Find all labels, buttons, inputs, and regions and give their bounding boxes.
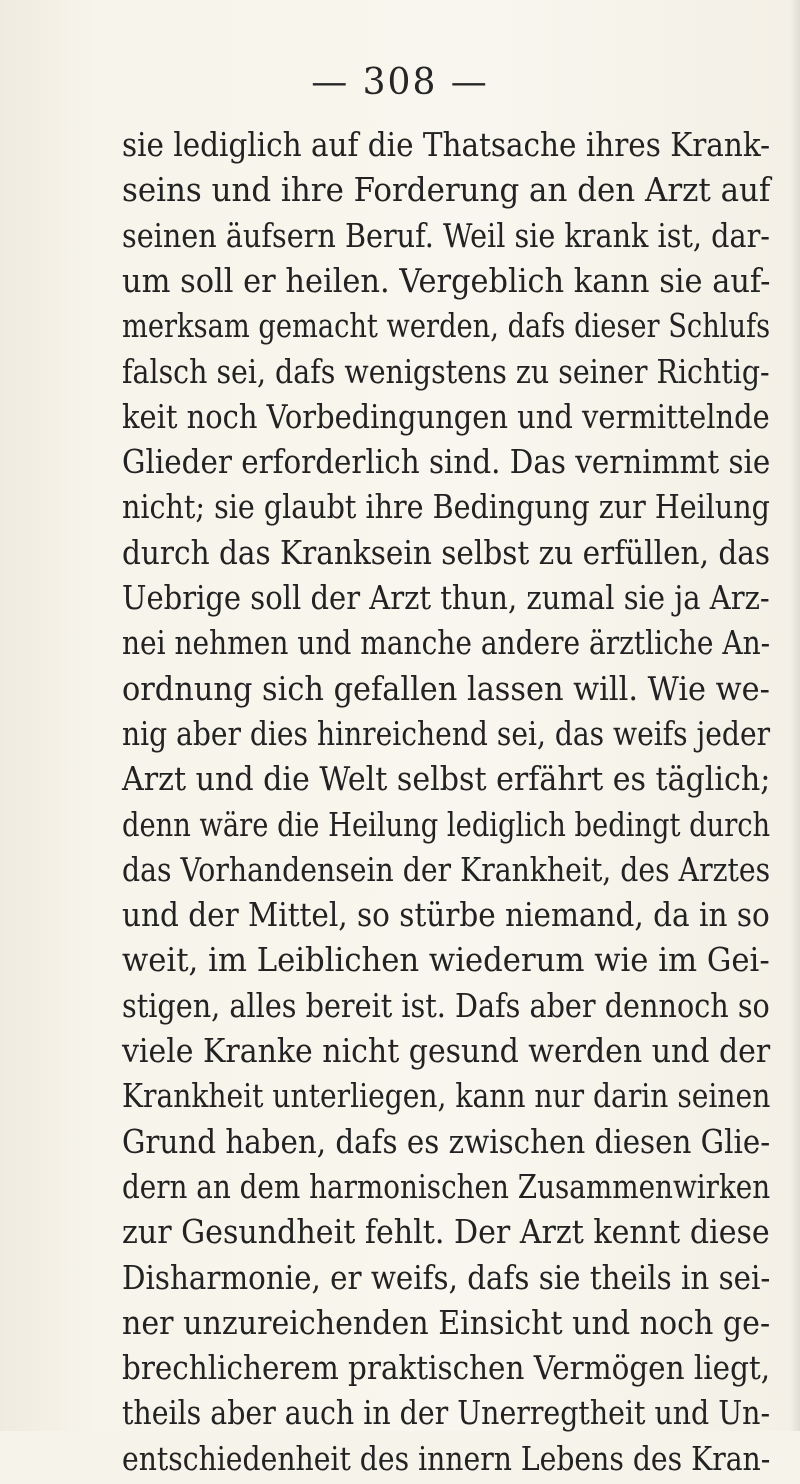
text-line: falsch sei, dafs wenigstens zu seiner Richtig- [122,351,770,391]
text-line: Arzt und die Welt selbst erfährt es täglich; [122,759,771,799]
text-line: merksam gemacht werden, dafs dieser Schlufs [122,306,771,346]
text-line: zur Gesundheit fehlt. Der Arzt kennt diese [122,1212,770,1252]
text-line: nicht; sie glaubt ihre Bedingung zur Heilung [122,487,770,527]
text-line: stigen, alles bereit ist. Dafs aber dennoch so [122,985,770,1025]
text-line: ordnung sich gefallen lassen will. Wie we- [122,668,770,708]
text-line: sie lediglich auf die Thatsache ihres Krank- [122,125,771,164]
text-line: ner unzureichenden Einsicht und noch ge- [122,1302,771,1342]
text-line: entschiedenheit des innern Lebens des Kran- [122,1438,771,1478]
text-line: Disharmonie, er weifs, dafs sie theils in sei- [122,1257,771,1297]
text-line: brechlicherem praktischen Vermögen liegt, [122,1348,771,1388]
text-line: Krankheit unterliegen, kann nur darin seinen [122,1076,771,1116]
text-line: und der Mittel, so stürbe niemand, da in so [122,895,770,935]
text-line: um soll er heilen. Vergeblich kann sie auf- [122,260,771,300]
text-line: Grund haben, dafs es zwischen diesen Glie- [122,1121,771,1161]
text-line: dern an dem harmonischen Zusammenwirken [122,1166,771,1206]
text-line: das Vorhandensein der Krankheit, des Arztes [122,849,771,889]
text-line: seins und ihre Forderung an den Arzt auf [122,170,771,210]
text-line: Uebrige soll der Arzt thun, zumal sie ja Arz- [122,578,770,617]
text-line: seinen äufsern Beruf. Weil sie krank ist, dar- [122,215,770,255]
text-line: keit noch Vorbedingungen und vermittelnde [122,396,770,436]
text-line: theils aber auch in der Unerregtheit und Un- [122,1393,771,1433]
text-line: nei nehmen und manche andere ärztliche An- [122,623,771,663]
page-number: — 308 — [311,62,489,103]
text-line: durch das Kranksein selbst zu erfüllen, das [122,532,771,572]
text-line: denn wäre die Heilung lediglich bedingt durch [122,804,771,844]
text-line: Glieder erforderlich sind. Das vernimmt sie [122,442,771,482]
text-line: viele Kranke nicht gesund werden und der [122,1031,771,1070]
text-line: nig aber dies hinreichend sei, das weifs jeder [122,713,771,753]
page-edge-shadow [790,0,800,1431]
text-line: weit, im Leiblichen wiederum wie im Gei- [122,940,770,980]
